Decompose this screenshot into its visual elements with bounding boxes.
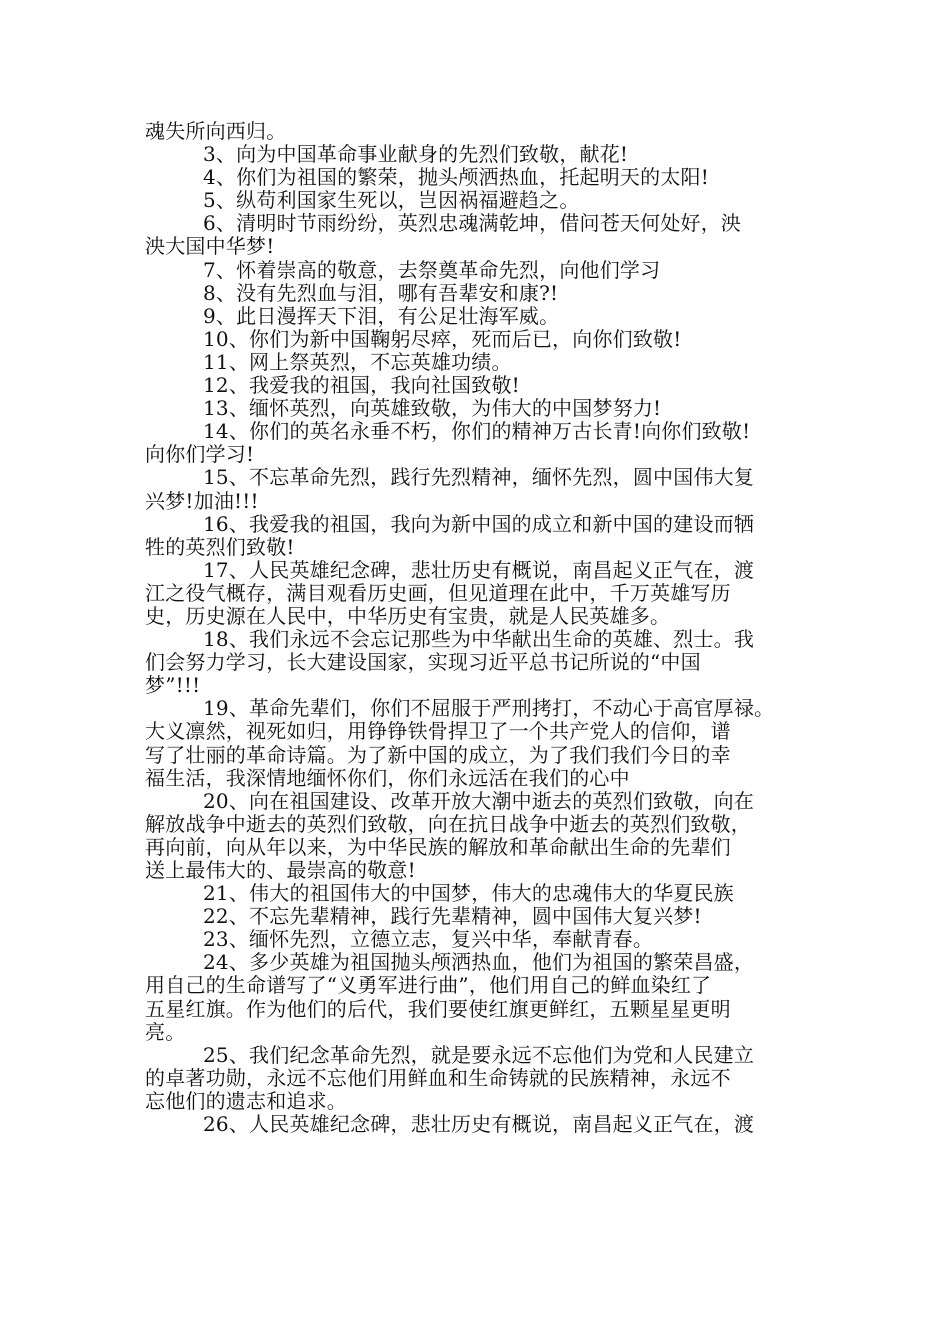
paragraph-item-8: 8、没有先烈血与泪，哪有吾辈安和康?! (203, 280, 559, 305)
paragraph-item-24: 24、多少英雄为祖国抛头颅洒热血，他们为祖国的繁荣昌盛， 用自己的生命谱写了“义勇军进行曲”，他们用自己的鲜血染红了 五星红旗。作为他们的后代，我们要使红旗更鲜红，五颗星星更明 亮。 (145, 950, 755, 1044)
paragraph-item-4: 4、你们为祖国的繁荣，抛头颅洒热血，托起明天的太阳! (203, 165, 709, 190)
paragraph-item-3: 3、向为中国革命事业献身的先烈们致敬，献花! (203, 142, 629, 167)
paragraph-item-25: 25、我们纪念革命先烈，就是要永远不忘他们为党和人民建立 的卓著功勋，永远不忘他们用鲜血和生命铸就的民族精神，永远不 忘他们的遗志和追求。 (145, 1042, 755, 1113)
paragraph-item-19: 19、革命先辈们，你们不屈服于严刑拷打，不动心于高官厚禄。 大义凛然，视死如归，用铮铮铁骨捍卫了一个共产党人的信仰，谱 写了壮丽的革命诗篇。为了新中国的成立，为了我们我们今日的幸 福生活，我深情地缅怀你们，你们永远活在我们的心中 (145, 696, 775, 790)
paragraph-item-14: 14、你们的英名永垂不朽，你们的精神万古长青!向你们致敬! 向你们学习! (145, 419, 751, 467)
paragraph-item-20: 20、向在祖国建设、改革开放大潮中逝去的英烈们致敬，向在 解放战争中逝去的英烈们致敬，向在抗日战争中逝去的英烈们致敬， 再向前，向从年以来，为中华民族的解放和革命献出生命的先辈们 送上最伟大的、最崇高的敬意! (145, 788, 755, 882)
paragraph-item-9: 9、此日漫挥天下泪，有公足壮海军威。 (203, 303, 560, 328)
paragraph-item-6: 6、清明时节雨纷纷，英烈忠魂满乾坤，借问苍天何处好，泱 泱大国中华梦! (145, 211, 742, 259)
paragraph-item-22: 22、不忘先辈精神，践行先辈精神，圆中国伟大复兴梦! (203, 904, 702, 929)
paragraph-item-10: 10、你们为新中国鞠躬尽瘁，死而后已，向你们致敬! (203, 326, 682, 351)
paragraph-item-15: 15、不忘革命先烈，践行先烈精神，缅怀先烈，圆中国伟大复 兴梦!加油!!! (145, 465, 755, 513)
paragraph-item-13: 13、缅怀英烈，向英雄致敬，为伟大的中国梦努力! (203, 396, 662, 421)
paragraph-item-5: 5、纵苟利国家生死以，岂因祸福避趋之。 (203, 188, 580, 213)
paragraph-item-26: 26、人民英雄纪念碑，悲壮历史有概说，南昌起义正气在，渡 (203, 1112, 755, 1137)
paragraph-item-12: 12、我爱我的祖国，我向社国致敬! (203, 373, 520, 398)
paragraph-item-16: 16、我爱我的祖国，我向为新中国的成立和新中国的建设而牺 牲的英烈们致敬! (145, 511, 755, 559)
paragraph-continuation: 魂失所向西归。 (145, 119, 287, 143)
paragraph-item-7: 7、怀着崇高的敬意，去祭奠革命先烈，向他们学习 (203, 257, 661, 282)
paragraph-item-11: 11、网上祭英烈，不忘英雄功绩。 (203, 349, 512, 374)
paragraph-item-18: 18、我们永远不会忘记那些为中华献出生命的英雄、烈士。我 们会努力学习，长大建设国家，实现习近平总书记所说的“中国 梦”!!! (145, 627, 755, 698)
document-body (145, 120, 815, 1136)
paragraph-item-17: 17、人民英雄纪念碑，悲壮历史有概说，南昌起义正气在，渡 江之役气概存，满目观看历史画，但见道理在此中，千万英雄写历 史，历史源在人民中，中华历史有宝贵，就是人民英雄多。 (145, 557, 755, 628)
paragraph-item-21: 21、伟大的祖国伟大的中国梦，伟大的忠魂伟大的华夏民族 (203, 881, 734, 906)
paragraph-item-23: 23、缅怀先烈，立德立志，复兴中华，奉献青春。 (203, 927, 654, 952)
